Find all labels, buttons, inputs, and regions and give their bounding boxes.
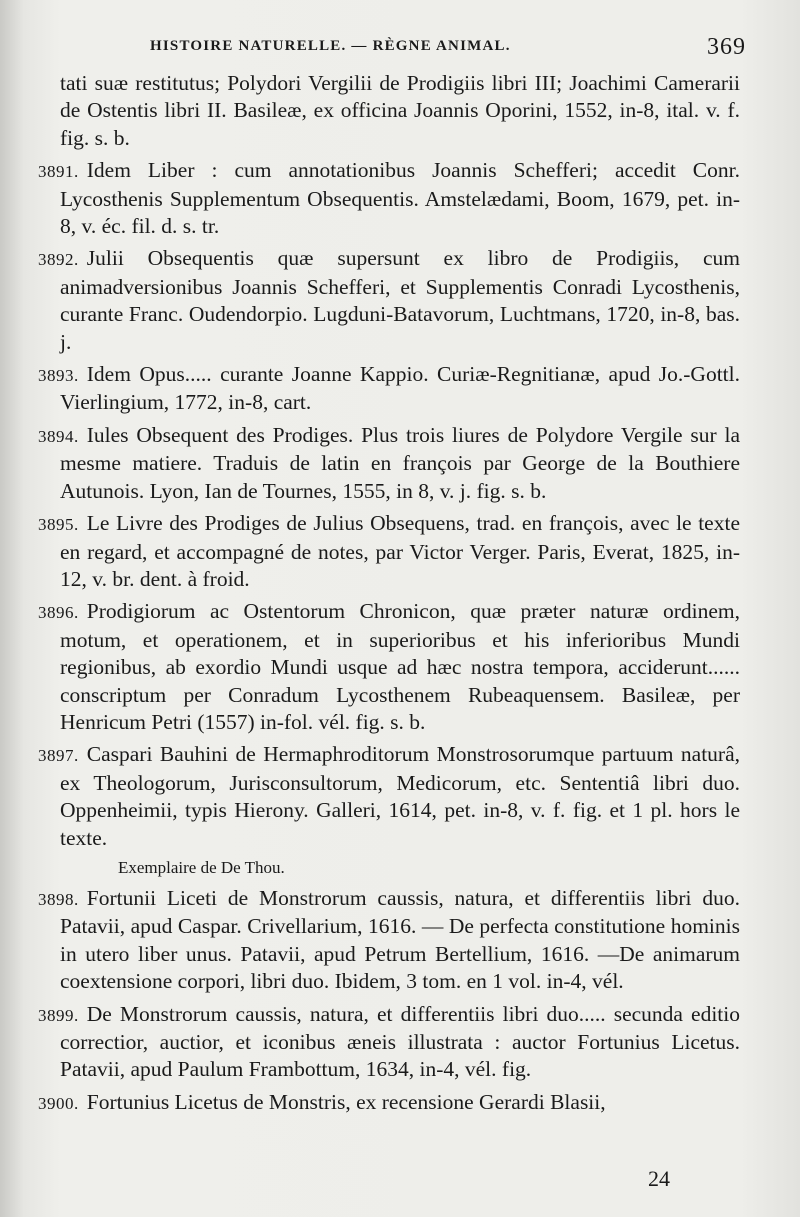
page-header bbox=[150, 34, 746, 64]
entry-number: 3897. bbox=[38, 746, 79, 766]
catalog-entry bbox=[38, 510, 740, 593]
catalog-entry bbox=[38, 598, 740, 736]
entry-text: Fortunius Licetus de Monstris, ex recensione Gerardi Blasii, bbox=[86, 1089, 606, 1114]
catalog-entry bbox=[38, 361, 740, 417]
entry-number: 3894. bbox=[38, 426, 79, 446]
entry-text: Iules Obsequent des Prodiges. Plus trois liures de Polydore Vergile sur la mesme matiere. Traduis de latin en françois par George de la Bouthiere Autunois. Lyon, Ian de Tournes, 1555, in 8, v. j. fig. s. b. bbox=[60, 422, 740, 503]
catalog-entry bbox=[38, 1089, 740, 1117]
catalog-entry bbox=[38, 1001, 740, 1084]
entry-text: Fortunii Liceti de Monstrorum caussis, natura, et differentiis libri duo. Patavii, apud Caspar. Crivellarium, 1616. — De perfecta constitutione hominis in utero liber unus. Patavii, apud Petrum Bertellium, 1616. —De animarum coextensione corpori, libri duo. Ibidem, 3 tom. en 1 vol. in-4, vél. bbox=[60, 885, 740, 994]
entry-number: 3900. bbox=[38, 1093, 79, 1113]
catalog-entry bbox=[38, 422, 740, 505]
entry-number: 3891. bbox=[38, 162, 79, 182]
running-head: HISTOIRE NATURELLE. — RÈGNE ANIMAL. bbox=[150, 38, 511, 54]
catalog-entry bbox=[38, 157, 740, 240]
catalog-entry bbox=[38, 741, 740, 852]
catalog-entry bbox=[60, 70, 740, 152]
entry-number: 3892. bbox=[38, 250, 79, 270]
entry-text: De Monstrorum caussis, natura, et differentiis libri duo..... secunda editio correctior, auctior, et iconibus æneis illustrata : auctor Fortunius Licetus. Patavii, apud Paulum Frambottum, 1634, in-4, vél. fig. bbox=[60, 1001, 740, 1082]
catalog-entries bbox=[38, 70, 740, 1122]
catalog-entry bbox=[38, 885, 740, 996]
signature-mark: 24 bbox=[648, 1166, 670, 1191]
entry-text: Idem Opus..... curante Joanne Kappio. Curiæ-Regnitianæ, apud Jo.-Gottl. Vierlingium, 1772, in-8, cart. bbox=[60, 362, 740, 415]
catalog-entry bbox=[38, 245, 740, 356]
entry-number: 3895. bbox=[38, 515, 79, 535]
entry-number: 3893. bbox=[38, 366, 79, 386]
entry-text: Caspari Bauhini de Hermaphroditorum Monstrosorumque partuum naturâ, ex Theologorum, Jurisconsultorum, Medicorum, etc. Sententiâ libri duo. Oppenheimii, typis Hierony. Galleri, 1614, pet. in-8, v. f. fig. et 1 pl. hors le texte. bbox=[60, 742, 740, 850]
entry-number: 3899. bbox=[38, 1005, 79, 1025]
entry-text: Idem Liber : cum annotationibus Joannis Schefferi; accedit Conr. Lycosthenis Supplementum Obsequentis. Amstelædami, Boom, 1679, pet. in-8, v. éc. fil. d. s. tr. bbox=[60, 158, 740, 239]
entry-text: Julii Obsequentis quæ supersunt ex libro de Prodigiis, cum animadversionibus Joannis Schefferi, et Supplementis Conradi Lycosthenis, curante Franc. Oudendorpio. Lugduni-Batavorum, Luchtmans, 1720, in-8, bas. j. bbox=[60, 246, 740, 354]
entry-number: 3896. bbox=[38, 603, 79, 623]
entry-text: tati suæ restitutus; Polydori Vergilii de Prodigiis libri III; Joachimi Camerarii de Ostentis libri II. Basileæ, ex officina Joannis Oporini, 1552, in-8, ital. v. f. fig. s. b. bbox=[60, 71, 740, 150]
entry-text: Le Livre des Prodiges de Julius Obsequens, trad. en françois, avec le texte en regard, et accompagné de notes, par Victor Verger. Paris, Everat, 1825, in-12, v. br. dent. à froid. bbox=[60, 511, 740, 591]
provenance-note: Exemplaire de De Thou. bbox=[118, 857, 285, 877]
entry-number: 3898. bbox=[38, 889, 79, 909]
page-number: 369 bbox=[707, 34, 746, 60]
entry-text: Prodigiorum ac Ostentorum Chronicon, quæ præter naturæ ordinem, motum, et operationem, et in superioribus et his inferioribus Mundi regionibus, ab exordio Mundi usque ad hæc nostra tempora, acciderunt...... conscriptum per Conradum Lycosthenem Rubeaquensem. Basileæ, per Henricum Petri (1557) in-fol. vél. fig. s. b. bbox=[60, 599, 740, 734]
